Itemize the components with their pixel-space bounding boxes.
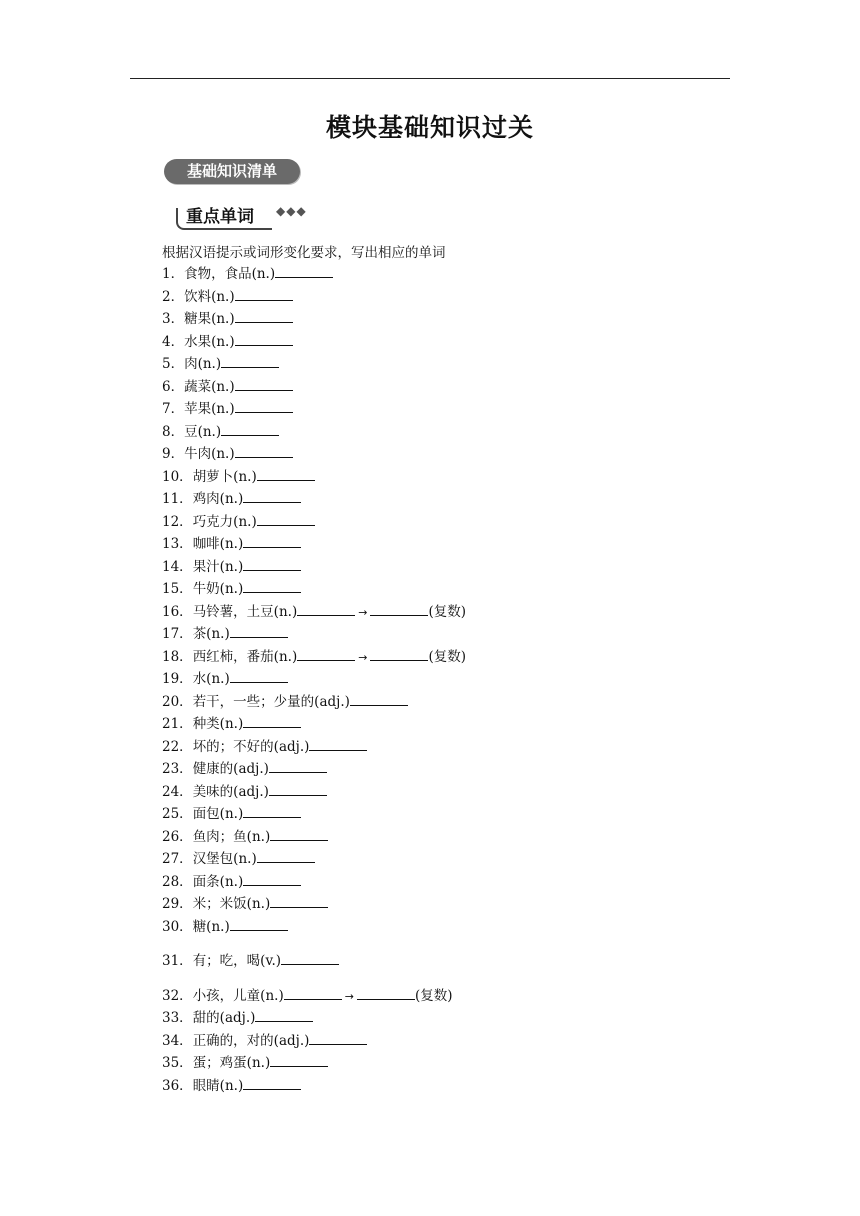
item-number: 27． (162, 851, 193, 867)
vocab-item (162, 467, 315, 485)
item-prompt: 蔬菜(n.) (184, 378, 235, 395)
answer-blank[interactable] (230, 669, 288, 683)
vocab-item (162, 602, 466, 620)
answer-blank[interactable] (275, 264, 333, 278)
answer-blank[interactable] (235, 399, 293, 413)
item-prompt: 水果(n.) (184, 333, 235, 350)
item-prompt: 巧克力(n.) (192, 513, 257, 530)
item-number: 10． (162, 468, 193, 485)
section-label: 基础知识清单 (164, 159, 300, 184)
item-prompt: 种类(n.) (192, 716, 244, 732)
item-prompt: 西红柿，番茄(n.) (192, 648, 298, 665)
item-number: 6． (162, 378, 185, 395)
answer-blank[interactable] (309, 1031, 367, 1045)
item-number: 8． (162, 423, 185, 440)
diamond-decoration-icon: ◆◆◆ (276, 204, 307, 218)
item-prompt: 牛肉(n.) (184, 446, 235, 462)
answer-blank[interactable] (230, 917, 288, 931)
item-prompt: 眼睛(n.) (192, 1077, 244, 1094)
answer-blank[interactable] (235, 377, 293, 391)
vocab-item (162, 692, 408, 710)
item-prompt: 美味的(adj.) (192, 783, 269, 800)
item-prompt: 若干，一些；少量的(adj.) (192, 693, 350, 710)
vocab-item (162, 951, 339, 969)
arrow-right-icon: → (358, 650, 368, 664)
item-number: 17． (162, 626, 193, 642)
answer-blank[interactable] (243, 557, 301, 571)
plural-answer-blank[interactable] (357, 986, 415, 1000)
vocab-item (162, 332, 293, 350)
header-rule (130, 78, 730, 79)
item-prompt: 马铃薯，土豆(n.) (192, 603, 298, 620)
item-number: 11． (162, 491, 193, 507)
answer-blank[interactable] (269, 759, 327, 773)
arrow-right-icon: → (358, 605, 368, 619)
vocab-item (162, 1053, 328, 1071)
vocab-item (162, 782, 327, 800)
answer-blank[interactable] (243, 714, 301, 728)
item-number: 15． (162, 581, 193, 597)
item-prompt: 健康的(adj.) (192, 761, 269, 777)
plural-answer-blank[interactable] (370, 647, 428, 661)
vocab-item (162, 377, 293, 395)
vocab-item (162, 1076, 301, 1094)
item-number: 16． (162, 603, 193, 620)
answer-blank[interactable] (257, 467, 315, 481)
item-number: 21． (162, 716, 193, 732)
answer-blank[interactable] (230, 624, 288, 638)
item-prompt: 肉(n.) (184, 356, 222, 372)
item-number: 13． (162, 536, 193, 552)
vocab-item (162, 579, 301, 597)
item-prompt: 咖啡(n.) (192, 536, 244, 552)
item-number: 4． (162, 333, 185, 350)
answer-blank[interactable] (270, 1053, 328, 1067)
vocab-item (162, 309, 293, 327)
item-prompt: 胡萝卜(n.) (192, 468, 257, 485)
answer-blank[interactable] (235, 444, 293, 458)
item-prompt: 甜的(adj.) (192, 1010, 256, 1026)
item-prompt: 鸡肉(n.) (192, 491, 244, 507)
answer-blank[interactable] (269, 782, 327, 796)
item-number: 23． (162, 761, 193, 777)
vocab-item (162, 512, 315, 530)
item-prompt: 苹果(n.) (184, 401, 235, 417)
item-prompt: 食物，食品(n.) (184, 266, 276, 282)
answer-blank[interactable] (243, 534, 301, 548)
vocab-item (162, 827, 328, 845)
vocab-item (162, 894, 328, 912)
subsection-title: 重点单词 (186, 207, 254, 227)
vocab-item (162, 737, 367, 755)
answer-blank[interactable] (270, 894, 328, 908)
item-prompt: 汉堡包(n.) (192, 851, 257, 867)
instructions: 根据汉语提示或词形变化要求，写出相应的单词 (162, 245, 446, 261)
item-number: 24． (162, 783, 193, 800)
plural-answer-blank[interactable] (370, 602, 428, 616)
vocab-item (162, 647, 466, 665)
answer-blank[interactable] (255, 1008, 313, 1022)
answer-blank[interactable] (221, 422, 279, 436)
item-prompt: 豆(n.) (184, 423, 222, 440)
item-prompt: 坏的；不好的(adj.) (192, 738, 310, 755)
item-prompt: 果汁(n.) (192, 558, 244, 575)
vocab-item (162, 557, 301, 575)
plural-note: (复数) (414, 987, 453, 1004)
answer-blank[interactable] (270, 827, 328, 841)
item-number: 28． (162, 873, 193, 890)
item-prompt: 面条(n.) (192, 873, 244, 890)
item-number: 33． (162, 1010, 193, 1026)
item-number: 14． (162, 558, 193, 575)
item-number: 22． (162, 738, 193, 755)
vocab-item (162, 624, 288, 642)
vocab-item (162, 849, 315, 867)
item-number: 26． (162, 828, 193, 845)
item-number: 32． (162, 987, 193, 1004)
vocab-item (162, 1008, 313, 1026)
vocab-item (162, 986, 452, 1004)
vocab-item (162, 714, 301, 732)
answer-blank[interactable] (235, 309, 293, 323)
vocab-item (162, 669, 288, 687)
item-number: 31． (162, 953, 193, 969)
item-number: 5． (162, 356, 185, 372)
item-prompt: 茶(n.) (192, 626, 230, 642)
item-number: 1． (162, 266, 185, 282)
item-number: 18． (162, 648, 193, 665)
item-number: 25． (162, 806, 193, 822)
item-number: 12． (162, 513, 193, 530)
vocab-item (162, 399, 293, 417)
answer-blank[interactable] (297, 647, 355, 661)
plural-note: (复数) (428, 603, 466, 620)
answer-blank[interactable] (257, 512, 315, 526)
answer-blank[interactable] (235, 287, 293, 301)
item-number: 34． (162, 1032, 193, 1049)
vocab-item (162, 804, 301, 822)
vocab-item (162, 534, 301, 552)
answer-blank[interactable] (281, 951, 339, 965)
item-number: 3． (162, 311, 185, 327)
answer-blank[interactable] (243, 872, 301, 886)
answer-blank[interactable] (350, 692, 408, 706)
item-prompt: 面包(n.) (192, 806, 244, 822)
item-number: 35． (162, 1055, 193, 1071)
item-prompt: 正确的，对的(adj.) (192, 1032, 310, 1049)
vocab-item (162, 759, 327, 777)
item-prompt: 糖果(n.) (184, 311, 235, 327)
vocab-item (162, 287, 293, 305)
plural-note: (复数) (428, 648, 466, 665)
item-prompt: 水(n.) (192, 671, 230, 687)
item-prompt: 鱼肉；鱼(n.) (192, 828, 271, 845)
answer-blank[interactable] (235, 332, 293, 346)
item-number: 36． (162, 1077, 193, 1094)
answer-blank[interactable] (243, 804, 301, 818)
vocab-item (162, 489, 301, 507)
item-prompt: 蛋；鸡蛋(n.) (192, 1055, 271, 1071)
answer-blank[interactable] (297, 602, 355, 616)
item-number: 20． (162, 693, 193, 710)
arrow-right-icon: → (344, 989, 354, 1003)
vocab-item (162, 872, 301, 890)
item-number: 19． (162, 671, 193, 687)
answer-blank[interactable] (221, 354, 279, 368)
answer-blank[interactable] (243, 1076, 301, 1090)
subsection-heading (176, 202, 346, 232)
item-number: 29． (162, 896, 193, 912)
item-number: 9． (162, 446, 185, 462)
item-prompt: 有；吃，喝(v.) (192, 953, 282, 969)
vocab-item (162, 1031, 367, 1049)
item-prompt: 米；米饭(n.) (192, 896, 271, 912)
answer-blank[interactable] (284, 986, 342, 1000)
answer-blank[interactable] (257, 849, 315, 863)
item-prompt: 饮料(n.) (184, 288, 235, 305)
answer-blank[interactable] (243, 579, 301, 593)
vocab-item (162, 917, 288, 935)
vocab-item (162, 264, 333, 282)
item-prompt: 糖(n.) (192, 918, 230, 935)
item-number: 2． (162, 288, 185, 305)
vocab-item (162, 354, 279, 372)
answer-blank[interactable] (243, 489, 301, 503)
item-number: 7． (162, 401, 185, 417)
answer-blank[interactable] (309, 737, 367, 751)
vocab-item (162, 444, 293, 462)
item-prompt: 小孩，儿童(n.) (192, 987, 284, 1004)
vocab-item (162, 422, 279, 440)
item-prompt: 牛奶(n.) (192, 581, 244, 597)
page-title: 模块基础知识过关 (325, 113, 534, 142)
item-number: 30． (162, 918, 193, 935)
